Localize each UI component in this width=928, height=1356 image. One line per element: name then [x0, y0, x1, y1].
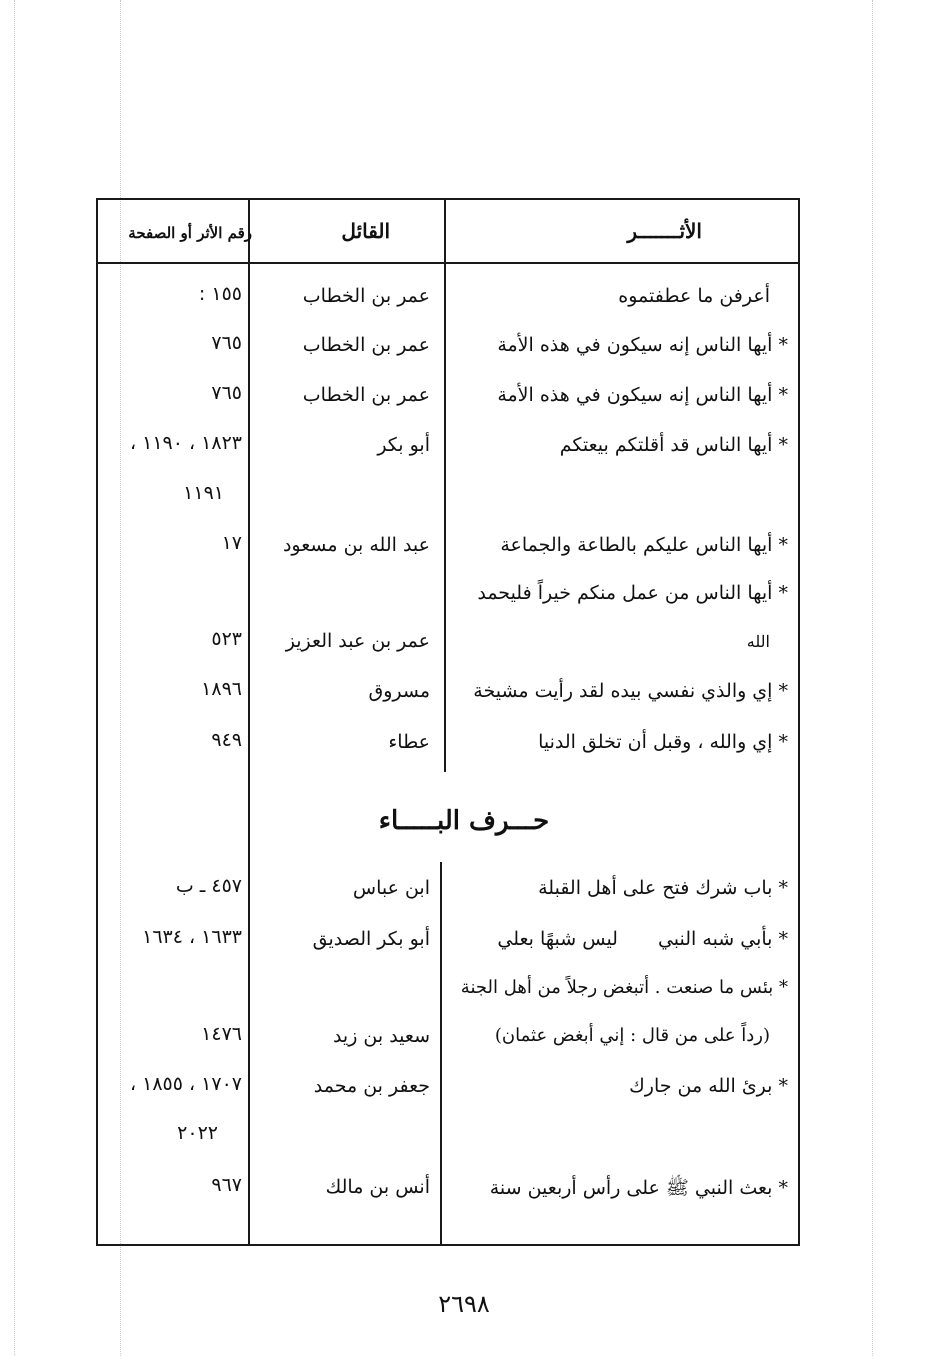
qail-name: مسروق [368, 680, 430, 702]
athar-text: * بئس ما صنعت . أتبغض رجلاً من أهل الجنة [460, 977, 788, 998]
ref-number: ٤٥٧ ـ ب [175, 875, 242, 897]
ref-number: ٥٢٣ [211, 628, 242, 650]
qail-name: عمر بن الخطاب [302, 334, 430, 356]
ref-number: ١٧ [221, 532, 242, 554]
athar-text: * باب شرك فتح على أهل القبلة [538, 877, 788, 899]
ref-number: ١٤٧٦ [201, 1023, 242, 1045]
athar-text: (رداً على من قال : إني أبغض عثمان) [494, 1025, 770, 1046]
ref-number: ١١٩١ [183, 482, 224, 504]
qail-name: جعفر بن محمد [313, 1075, 430, 1097]
ref-number: ١٨٢٣ ، ١١٩٠ ، [129, 432, 242, 454]
column-divider-qail [444, 198, 446, 772]
athar-text: * أيها الناس إنه سيكون في هذه الأمة [497, 334, 788, 356]
qail-name: أبو بكر [377, 434, 430, 456]
qail-name: عبد الله بن مسعود [282, 534, 430, 556]
ref-number: ٧٦٥ [211, 382, 242, 404]
ref-number: ١٥٥ : [198, 283, 242, 305]
section-title-ba: حـــرف البـــــاء [378, 806, 550, 836]
qail-name: ابن عباس [352, 877, 430, 899]
header-athar: الأثـــــــر [627, 219, 702, 243]
athar-text [497, 928, 788, 950]
qail-name: عطاء [388, 731, 430, 753]
athar-text: * إي والله ، وقبل أن تخلق الدنيا [538, 731, 788, 753]
qail-name: عمر بن الخطاب [302, 384, 430, 406]
athar-text-part: * بأبي شبه النبي [657, 928, 788, 950]
athar-text-part: ليس شبهًا بعلي [497, 928, 618, 950]
athar-text: * أيها الناس من عمل منكم خيراً فليحمد [477, 582, 788, 604]
header-divider [96, 262, 800, 264]
column-divider-qail [440, 862, 442, 1246]
ref-number: ١٨٩٦ [201, 678, 242, 700]
athar-text: الله [746, 632, 770, 651]
qail-name: أبو بكر الصديق [312, 928, 430, 950]
athar-text: * إي والذي نفسي بيده لقد رأيت مشيخة [473, 680, 788, 702]
page-number: ٢٦٩٨ [438, 1290, 490, 1318]
qail-name: عمر بن الخطاب [302, 285, 430, 307]
athar-text: * أيها الناس إنه سيكون في هذه الأمة [497, 384, 788, 406]
ref-number: ١٧٠٧ ، ١٨٥٥ ، [129, 1073, 242, 1095]
column-divider-ref [248, 198, 250, 1246]
athar-text: * أيها الناس عليكم بالطاعة والجماعة [500, 534, 788, 556]
ref-number: ٧٦٥ [211, 332, 242, 354]
qail-name: أنس بن مالك [325, 1176, 430, 1198]
scan-artifact-line [872, 0, 873, 1356]
ref-number: ٢٠٢٢ [177, 1122, 218, 1144]
ref-number: ١٦٣٣ ، ١٦٣٤ [142, 926, 242, 948]
header-ref: رقم الأثر أو الصفحة [128, 224, 252, 242]
athar-text: * برئ الله من جارك [629, 1075, 788, 1097]
header-qail: القائل [341, 219, 390, 243]
ref-number: ٩٤٩ [211, 729, 242, 751]
qail-name: عمر بن عبد العزيز [285, 630, 430, 652]
athar-text: أعرفن ما عطفتموه [618, 285, 770, 307]
scan-artifact-line [14, 0, 15, 1356]
athar-text: * أيها الناس قد أقلتكم بيعتكم [559, 434, 788, 456]
athar-text: * بعث النبي ﷺ على رأس أربعين سنة [489, 1177, 788, 1199]
qail-name: سعيد بن زيد [332, 1025, 430, 1047]
ref-number: ٩٦٧ [211, 1174, 242, 1196]
